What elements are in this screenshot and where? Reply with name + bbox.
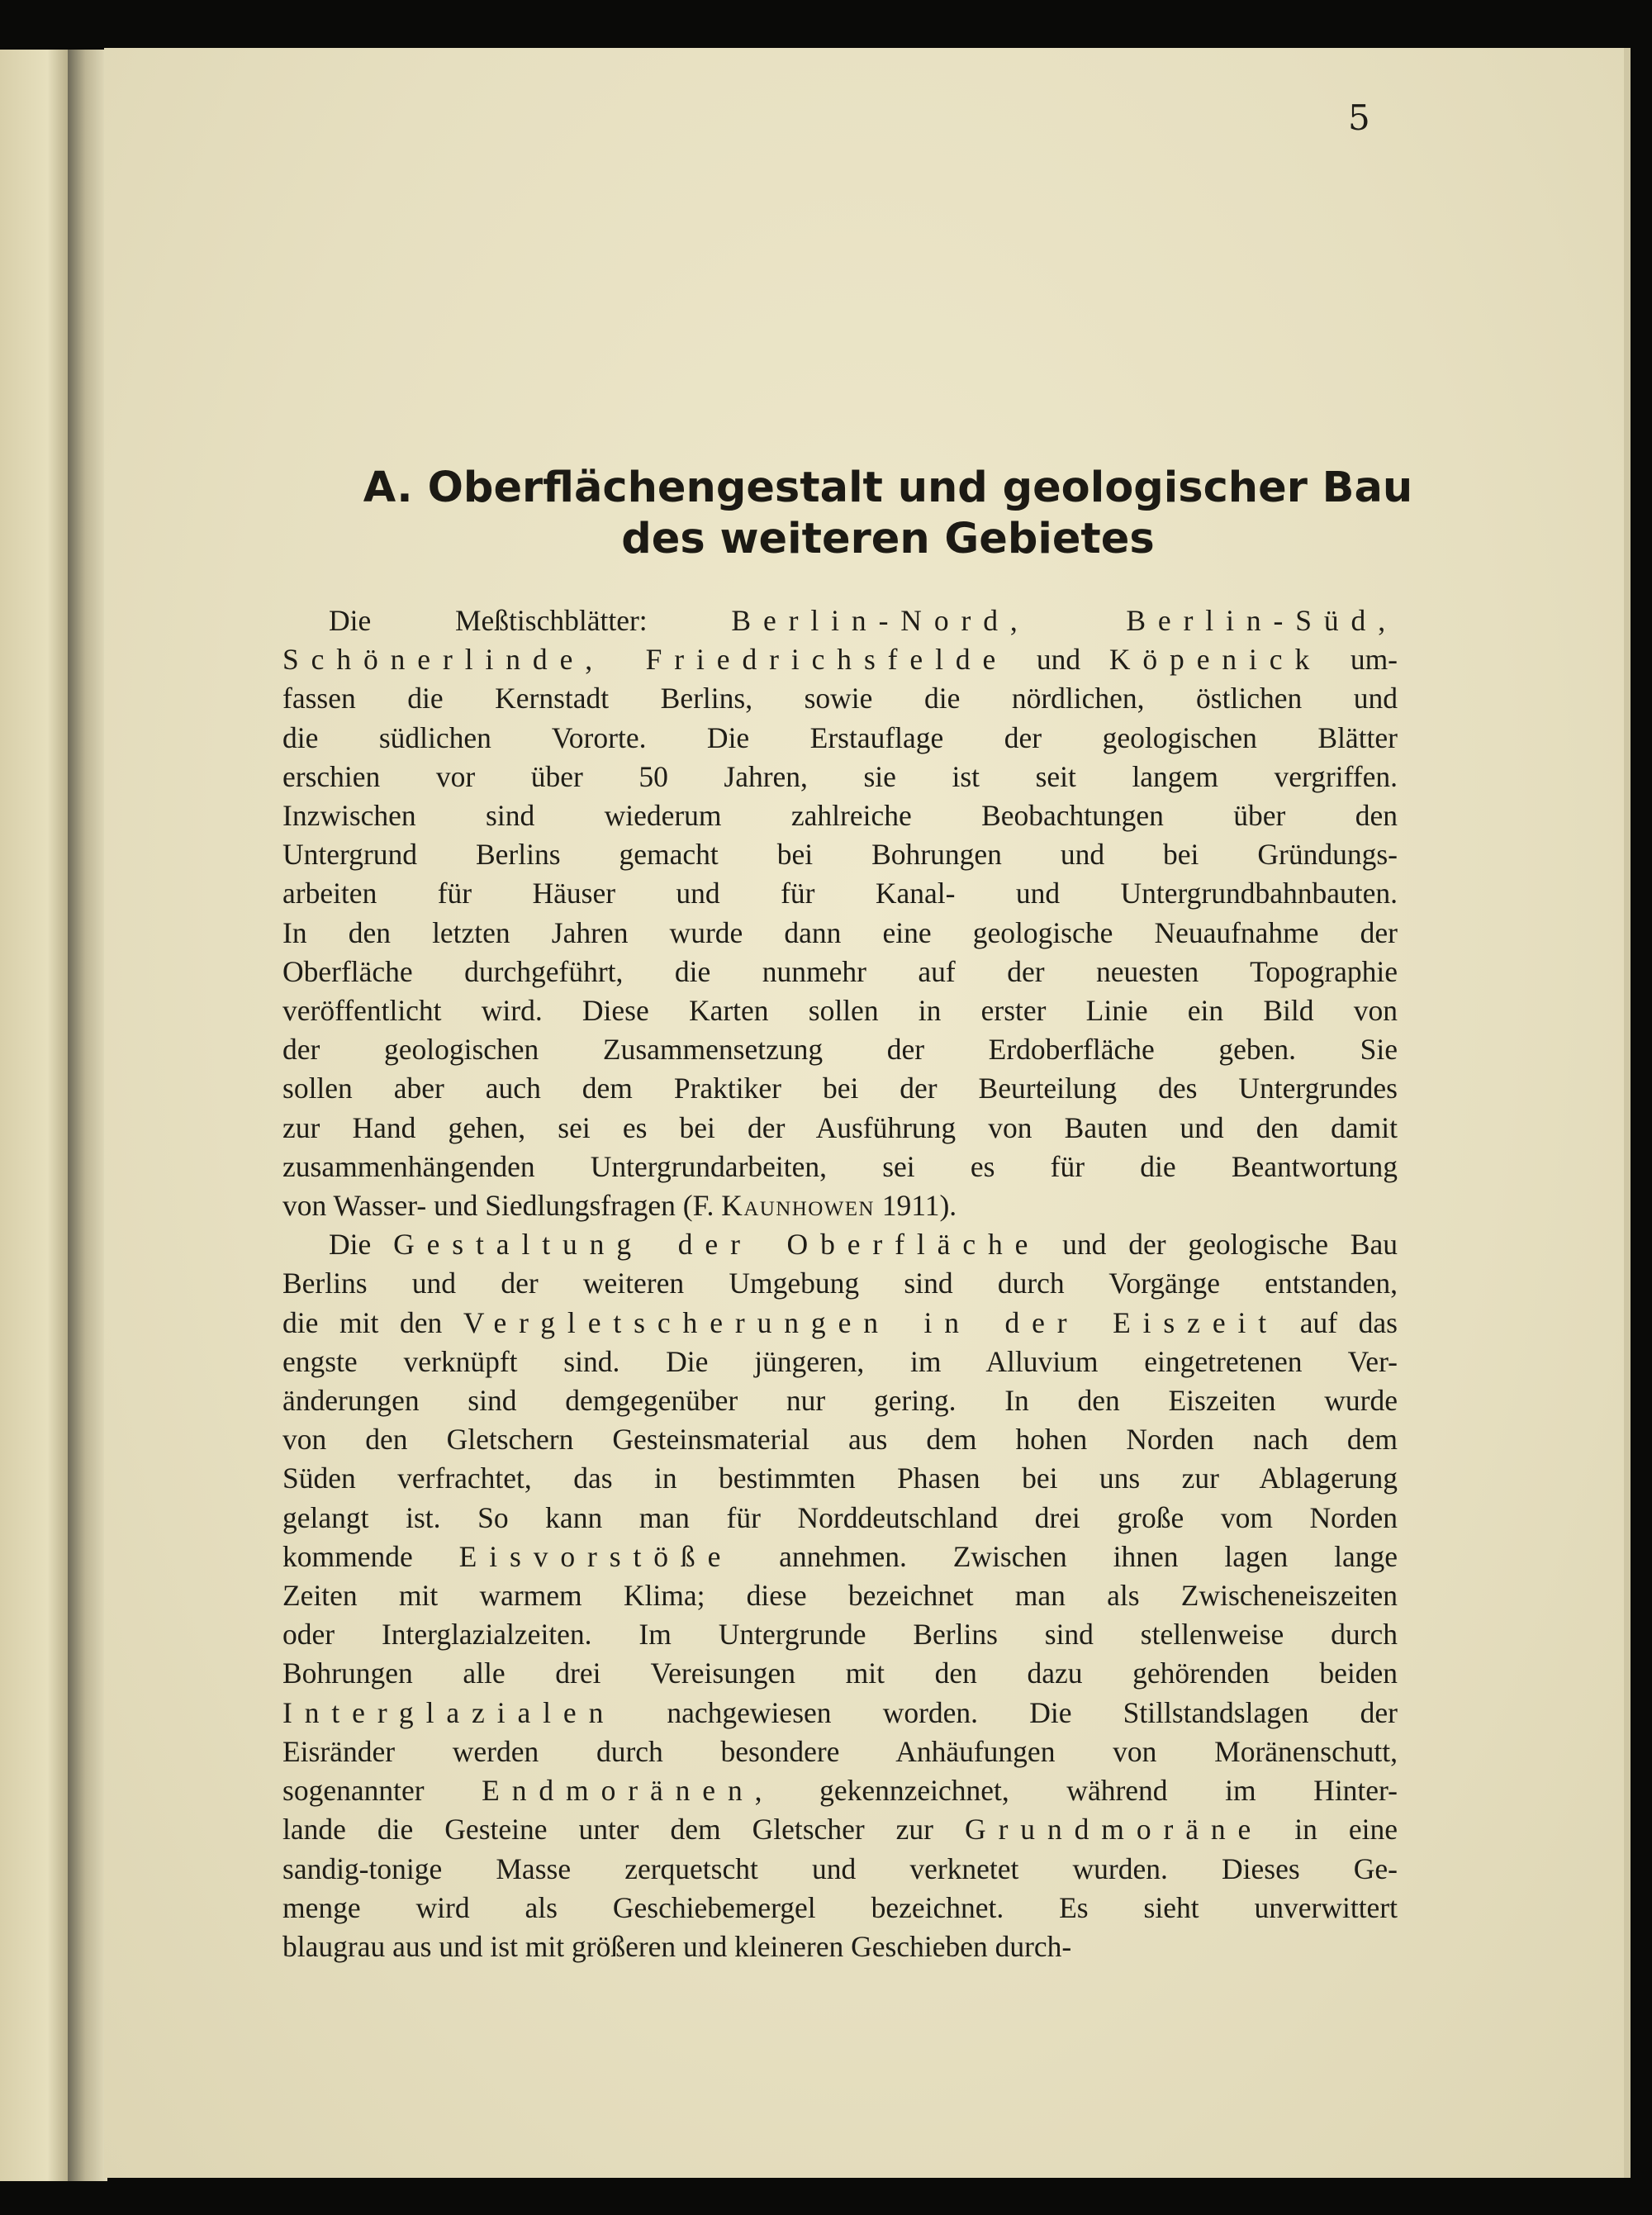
- text-run: in eine: [1263, 1813, 1398, 1847]
- page-edge: [1624, 48, 1631, 2178]
- spaced-emphasis: Köpenick: [1108, 643, 1322, 677]
- text-line: [282, 1889, 1398, 1927]
- text-run: fassen die Kernstadt Berlins, sowie die nördlichen, östlichen und: [282, 682, 1398, 715]
- text-run: In den letzten Jahren wurde dann eine geologische Neuaufnahme der: [282, 915, 1398, 949]
- text-line: [282, 1810, 1398, 1849]
- text-line: [282, 1343, 1398, 1381]
- text-line: [282, 719, 1398, 758]
- text-run: nachgewiesen worden. Die Stillstandslagen der: [615, 1695, 1398, 1729]
- text-run: engste verknüpft sind. Die jüngeren, im Alluvium eingetretenen Ver-: [282, 1344, 1398, 1378]
- text-run: lande die Gesteine unter dem Gletscher zur: [282, 1813, 966, 1847]
- text-line: [282, 1733, 1398, 1771]
- text-line: [282, 1615, 1398, 1654]
- text-line: [282, 1381, 1398, 1420]
- text-line: [282, 835, 1398, 874]
- spaced-emphasis: Schönerlinde, Friedrichsfelde: [282, 643, 1009, 677]
- text-line: [282, 1030, 1398, 1069]
- text-line: [282, 601, 1398, 640]
- text-run: annehmen. Zwischen ihnen lagen lange: [733, 1539, 1398, 1573]
- text-line: [282, 1304, 1398, 1343]
- heading-line-2: des weiteren Gebietes: [621, 515, 1155, 563]
- text-run: erschien vor über 50 Jahren, sie ist seit langem vergriffen.: [282, 759, 1398, 793]
- text-run: Die: [329, 1228, 394, 1262]
- text-run: und der geologische Bau: [1040, 1228, 1398, 1262]
- text-line: [282, 1109, 1398, 1148]
- spaced-emphasis: Eisvorstöße: [458, 1539, 733, 1573]
- text-line: [282, 679, 1398, 718]
- text-run: arbeiten für Häuser und für Kanal- und Untergrundbahnbauten.: [282, 877, 1398, 910]
- spaced-emphasis: Vergletscherungen in der Eiszeit: [463, 1305, 1279, 1339]
- body-text: [282, 601, 1398, 1966]
- spaced-emphasis: Grundmoräne: [965, 1813, 1264, 1847]
- text-run: von Wasser- und Siedlungsfragen (F.: [282, 1189, 722, 1223]
- text-run: und: [1008, 643, 1109, 677]
- text-run: die mit den: [282, 1305, 463, 1339]
- paragraph: [282, 601, 1398, 1225]
- text-line: [282, 991, 1398, 1030]
- text-line: [282, 796, 1398, 835]
- spaced-emphasis: Endmoränen: [482, 1774, 755, 1808]
- text-run: Untergrund Berlins gemacht bei Bohrungen und bei Gründungs-: [282, 838, 1398, 872]
- text-line: [282, 953, 1398, 991]
- text-run: Oberfläche durchgeführt, die nunmehr auf der neuesten Topographie: [282, 954, 1398, 988]
- text-line: [282, 1576, 1398, 1615]
- text-line: [282, 1771, 1398, 1810]
- text-run: Inzwischen sind wiederum zahlreiche Beobachtungen über den: [282, 799, 1398, 833]
- text-run: sogenannter: [282, 1774, 482, 1808]
- text-run: um-: [1322, 643, 1398, 677]
- text-run: gelangt ist. So kann man für Norddeutschland drei große vom Norden: [282, 1500, 1398, 1534]
- paragraph: [282, 1225, 1398, 1966]
- text-run: , gekennzeichnet, während im Hinter-: [754, 1774, 1398, 1808]
- text-run: zur Hand gehen, sei es bei der Ausführung von Bauten und den damit: [282, 1110, 1398, 1144]
- spaced-emphasis: Interglazialen: [282, 1695, 616, 1729]
- text-run: änderungen sind demgegenüber nur gering. In den Eiszeiten wurde: [282, 1384, 1398, 1418]
- text-run: Die Meßtischblätter:: [329, 604, 732, 637]
- spaced-emphasis: Berlin-Nord, Berlin-Süd,: [731, 604, 1398, 637]
- text-line: [282, 1420, 1398, 1459]
- text-run: oder Interglazialzeiten. Im Untergrunde Berlins sind stellenweise durch: [282, 1618, 1398, 1652]
- text-run: blaugrau aus und ist mit größeren und kleineren Geschieben durch-: [282, 1929, 1072, 1963]
- text-run: der geologischen Zusammensetzung der Erdoberfläche geben. Sie: [282, 1033, 1398, 1067]
- text-run: veröffentlicht wird. Diese Karten sollen in erster Linie ein Bild von: [282, 994, 1398, 1028]
- text-line: [282, 874, 1398, 913]
- text-line: [282, 1927, 1398, 1966]
- author-name: Kaunhowen: [721, 1189, 875, 1223]
- text-line: [282, 1459, 1398, 1498]
- text-line: [282, 1694, 1398, 1733]
- heading-line-1: [330, 463, 1446, 514]
- text-line: [282, 1264, 1398, 1303]
- previous-page-edge: [0, 50, 68, 2181]
- text-run: sollen aber auch dem Praktiker bei der Beurteilung des Untergrundes: [282, 1072, 1398, 1105]
- text-run: die südlichen Vororte. Die Erstauflage der geologischen Blätter: [282, 720, 1398, 754]
- spaced-emphasis: Gestaltung der Oberfläche: [393, 1228, 1041, 1262]
- section-heading: [330, 463, 1446, 565]
- text-line: [282, 1538, 1398, 1576]
- text-run: menge wird als Geschiebemergel bezeichnet. Es sieht unverwittert: [282, 1890, 1398, 1924]
- text-run: von den Gletschern Gesteinsmaterial aus dem hohen Norden nach dem: [282, 1423, 1398, 1457]
- text-line: [282, 1654, 1398, 1693]
- text-run: Berlins und der weiteren Umgebung sind durch Vorgänge entstanden,: [282, 1267, 1398, 1300]
- text-run: Süden verfrachtet, das in bestimmten Phasen bei uns zur Ablagerung: [282, 1462, 1398, 1495]
- text-run: Zeiten mit warmem Klima; diese bezeichnet man als Zwischeneiszeiten: [282, 1579, 1398, 1613]
- text-line: [282, 1499, 1398, 1538]
- text-run: 1911).: [874, 1189, 957, 1223]
- text-line: [282, 758, 1398, 796]
- text-run: sandig-tonige Masse zerquetscht und verknetet wurden. Dieses Ge-: [282, 1851, 1398, 1885]
- book-gutter: [68, 50, 107, 2181]
- text-run: Eisränder werden durch besondere Anhäufungen von Moränenschutt,: [282, 1734, 1398, 1768]
- text-line: [282, 1186, 1398, 1225]
- text-line: [282, 1148, 1398, 1186]
- text-line: [282, 914, 1398, 953]
- heading-text-1: Oberflächengestalt und geologischer Bau: [427, 463, 1413, 512]
- text-run: auf das: [1279, 1305, 1398, 1339]
- text-run: kommende: [282, 1539, 459, 1573]
- page-number: 5: [1348, 97, 1370, 138]
- text-line: [282, 1069, 1398, 1108]
- text-run: Bohrungen alle drei Vereisungen mit den dazu gehörenden beiden: [282, 1656, 1398, 1690]
- text-line: [282, 1850, 1398, 1889]
- section-letter: A.: [363, 463, 413, 512]
- text-run: zusammenhängenden Untergrundarbeiten, sei es für die Beantwortung: [282, 1149, 1398, 1183]
- text-line: [282, 1225, 1398, 1264]
- text-line: [282, 640, 1398, 679]
